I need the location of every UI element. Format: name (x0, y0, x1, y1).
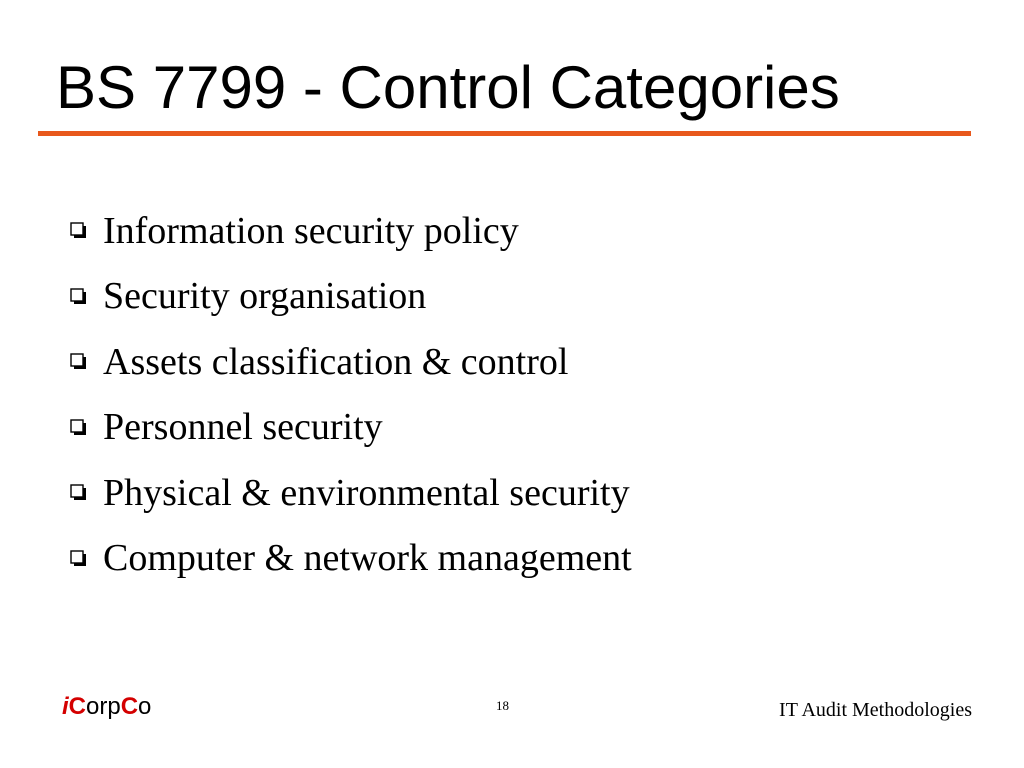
checkbox-icon (70, 353, 87, 370)
bullet-item (70, 395, 632, 461)
page-number: 18 (496, 698, 509, 713)
bullet-label: Personnel security (103, 406, 383, 449)
bullet-item (70, 526, 632, 592)
bullet-item (70, 198, 632, 264)
checkbox-icon (70, 288, 87, 305)
logo-text-o: o (138, 693, 152, 720)
footer-title: IT Audit Methodologies (779, 699, 972, 721)
bullet-item (70, 460, 632, 526)
logo-letter-c1: C (68, 693, 87, 720)
checkbox-icon (70, 419, 87, 436)
company-logo (62, 693, 151, 721)
bullet-label: Assets classification & control (103, 340, 569, 383)
logo-letter-c2: C (120, 693, 139, 720)
checkbox-icon (70, 222, 87, 239)
checkbox-icon (70, 550, 87, 567)
bullet-label: Physical & environmental security (103, 471, 630, 514)
slide-title: BS 7799 - Control Categories (56, 54, 840, 121)
logo-letter-i: i (62, 693, 69, 720)
bullet-item (70, 264, 632, 330)
bullet-label: Computer & network management (103, 537, 632, 580)
logo-text-orp: orp (86, 693, 121, 720)
title-underline (38, 131, 971, 136)
bullet-label: Security organisation (103, 275, 427, 318)
bullet-label: Information security policy (103, 209, 519, 252)
bullet-list (70, 198, 632, 591)
checkbox-icon (70, 484, 87, 501)
bullet-item (70, 329, 632, 395)
